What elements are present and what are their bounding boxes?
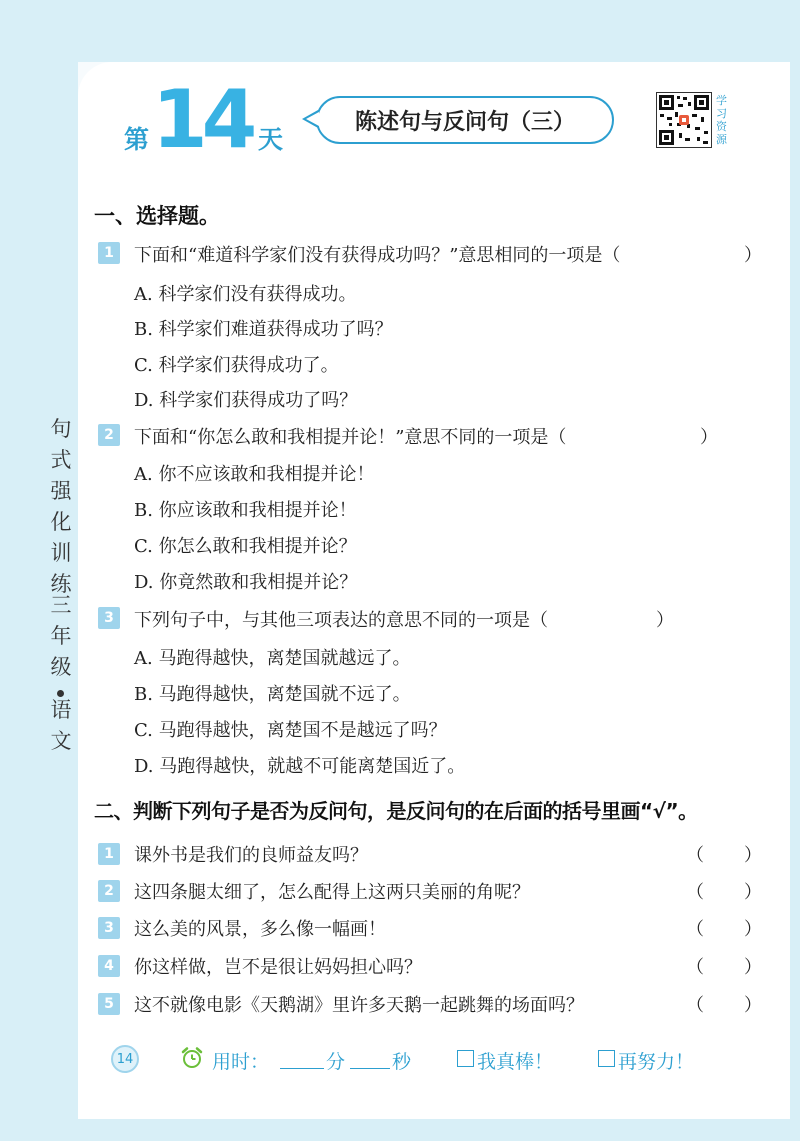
option-b[interactable]: B. 科学家们难道获得成功了吗？ <box>134 319 393 340</box>
answer-paren-open[interactable]: （ <box>686 919 704 940</box>
try-harder-checkbox[interactable] <box>598 1050 615 1067</box>
page-number: 14 <box>111 1045 139 1073</box>
day-suffix: 天 <box>258 125 284 154</box>
item-number-badge: 5 <box>98 993 120 1015</box>
question-number-badge: 3 <box>98 607 120 629</box>
option-a[interactable]: A. 你不应该敢和我相提并论！ <box>134 464 375 485</box>
judge-item-1: 课外书是我们的良师益友吗？ <box>134 845 368 866</box>
try-harder-label: 再努力！ <box>618 1051 695 1073</box>
side-grade-text: 三年级 <box>50 593 72 679</box>
option-a[interactable]: A. 马跑得越快，离楚国就越远了。 <box>134 648 411 669</box>
qr-code-icon[interactable] <box>656 92 712 148</box>
option-b[interactable]: B. 马跑得越快，离楚国就不远了。 <box>134 684 411 705</box>
second-label: 秒 <box>392 1051 412 1073</box>
answer-paren-close[interactable]: ） <box>744 957 762 978</box>
day-number: 14 <box>152 73 252 166</box>
option-a[interactable]: A. 科学家们没有获得成功。 <box>134 284 357 305</box>
side-grade-label <box>48 590 74 757</box>
answer-paren-close[interactable]: ） <box>744 845 762 866</box>
judge-item-3: 这么美的风景，多么像一幅画！ <box>134 919 386 940</box>
day-prefix: 第 <box>124 125 150 154</box>
side-separator-dot <box>57 690 64 697</box>
side-language-text: 语文 <box>50 698 72 753</box>
item-number-badge: 3 <box>98 917 120 939</box>
item-number-badge: 4 <box>98 955 120 977</box>
qr-code-label: 学习资源 <box>716 94 727 146</box>
answer-paren-close[interactable]: ） <box>744 919 762 940</box>
question-number-badge: 2 <box>98 424 120 446</box>
option-d[interactable]: D. 科学家们获得成功了吗？ <box>134 390 358 411</box>
option-b[interactable]: B. 你应该敢和我相提并论！ <box>134 500 357 521</box>
answer-paren-close[interactable]: ） <box>744 995 762 1016</box>
lesson-title-text: 陈述句与反问句（三） <box>354 108 575 135</box>
section-2-title: 二、判断下列句子是否为反问句，是反问句的在后面的括号里画“√”。 <box>94 799 698 823</box>
page-frame-bottom <box>0 1119 800 1141</box>
option-c[interactable]: C. 科学家们获得成功了。 <box>134 355 339 376</box>
great-checkbox[interactable] <box>457 1050 474 1067</box>
minutes-blank[interactable] <box>280 1068 324 1069</box>
title-bubble-tail-inner <box>306 112 319 126</box>
option-d[interactable]: D. 马跑得越快，就越不可能离楚国近了。 <box>134 756 466 777</box>
great-label: 我真棒！ <box>477 1051 554 1073</box>
question-1-text: 下面和“难道科学家们没有获得成功吗？”意思相同的一项是（ <box>134 245 621 266</box>
lesson-title <box>316 96 614 144</box>
answer-paren-open[interactable]: （ <box>686 995 704 1016</box>
answer-paren-open[interactable]: （ <box>686 957 704 978</box>
question-2-text: 下面和“你怎么敢和我相提并论！”意思不同的一项是（ <box>134 427 567 448</box>
judge-item-4: 你这样做，岂不是很让妈妈担心吗？ <box>134 957 422 978</box>
answer-paren-close[interactable]: ） <box>700 427 718 448</box>
answer-paren-open[interactable]: （ <box>686 845 704 866</box>
seconds-blank[interactable] <box>350 1068 390 1069</box>
option-c[interactable]: C. 马跑得越快，离楚国不是越远了吗？ <box>134 720 447 741</box>
time-label: 用时： <box>212 1051 270 1073</box>
question-3-text: 下列句子中，与其他三项表达的意思不同的一项是（ <box>134 610 548 631</box>
side-subject-label: 句式强化训练 <box>50 417 72 596</box>
answer-paren-open[interactable]: （ <box>686 882 704 903</box>
item-number-badge: 1 <box>98 843 120 865</box>
alarm-clock-icon <box>180 1046 204 1070</box>
option-c[interactable]: C. 你怎么敢和我相提并论？ <box>134 536 357 557</box>
section-1-title: 一、选择题。 <box>94 204 220 228</box>
page-frame-top <box>0 0 800 62</box>
judge-item-5: 这不就像电影《天鹅湖》里许多天鹅一起跳舞的场面吗？ <box>134 995 584 1016</box>
minute-label: 分 <box>326 1051 346 1073</box>
question-number-badge: 1 <box>98 242 120 264</box>
page-frame-right <box>790 0 800 1141</box>
option-d[interactable]: D. 你竟然敢和我相提并论？ <box>134 572 358 593</box>
answer-paren-close[interactable]: ） <box>744 882 762 903</box>
judge-item-2: 这四条腿太细了，怎么配得上这两只美丽的角呢？ <box>134 882 530 903</box>
answer-paren-close[interactable]: ） <box>744 245 762 266</box>
item-number-badge: 2 <box>98 880 120 902</box>
answer-paren-close[interactable]: ） <box>656 610 674 631</box>
